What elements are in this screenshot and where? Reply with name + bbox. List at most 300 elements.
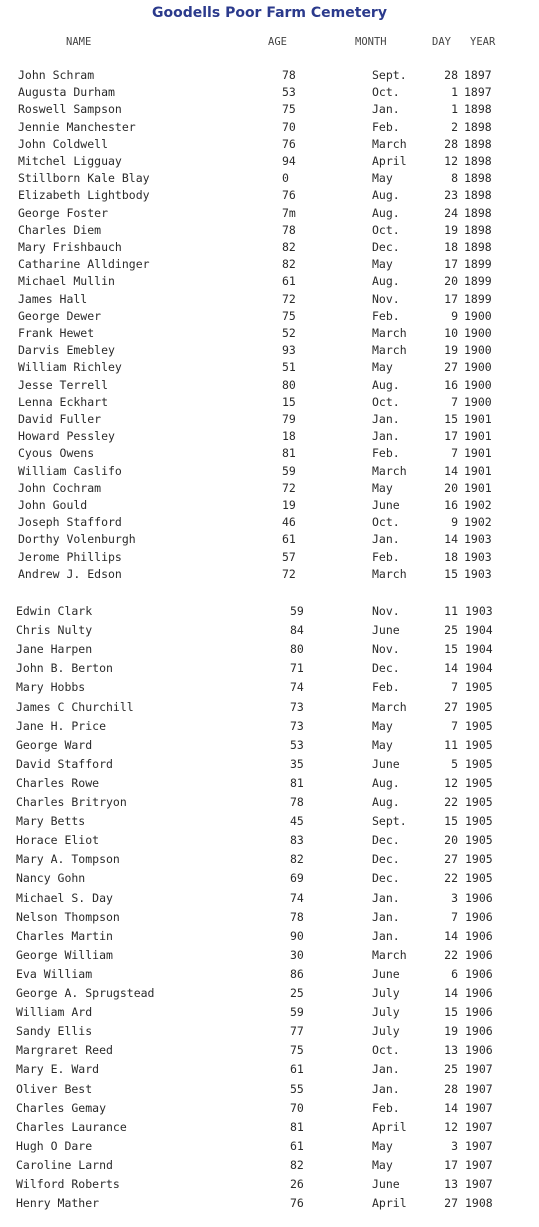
- record-month: Jan.: [372, 1062, 400, 1077]
- record-month: Oct.: [372, 515, 400, 530]
- record-month: Jan.: [372, 532, 400, 547]
- record-month: Oct.: [372, 85, 400, 100]
- record-month: Nov.: [372, 642, 400, 657]
- record-day: 17: [444, 429, 458, 444]
- record-name: John Cochram: [18, 480, 102, 495]
- record-name: Mary Hobbs: [16, 680, 86, 695]
- record-age: 0: [282, 171, 289, 186]
- record-month: Aug.: [372, 205, 400, 220]
- record-name: Nancy Gohn: [16, 871, 86, 886]
- record-year: 1904: [465, 623, 493, 638]
- record-month: Feb.: [372, 680, 400, 695]
- record-day: 28: [444, 136, 458, 151]
- table-row: [0, 326, 539, 344]
- record-name: Jesse Terrell: [18, 377, 109, 392]
- record-name: Jane H. Price: [16, 718, 107, 733]
- record-name: George A. Sprugstead: [16, 986, 155, 1000]
- record-day: 14: [444, 463, 458, 478]
- table-row: [0, 360, 539, 378]
- record-day: 20: [444, 274, 458, 289]
- table-row: [0, 871, 539, 889]
- record-age: 61: [290, 1062, 304, 1077]
- record-year: 1901: [464, 446, 492, 461]
- record-age: 61: [282, 274, 296, 289]
- record-month: May: [372, 718, 393, 733]
- record-age: 25: [290, 986, 304, 1000]
- record-name: Jane Harpen: [16, 642, 93, 657]
- record-year: 1901: [464, 463, 492, 478]
- record-month: June: [372, 966, 400, 981]
- record-month: May: [372, 1138, 393, 1153]
- record-name: Dorthy Volenburgh: [18, 532, 136, 547]
- record-name: Mary A. Tompson: [16, 852, 120, 867]
- record-year: 1905: [465, 833, 493, 848]
- table-row: [0, 661, 539, 679]
- record-month: April: [372, 154, 407, 168]
- record-month: Sept.: [372, 814, 407, 829]
- record-year: 1906: [465, 928, 493, 943]
- record-age: 55: [290, 1081, 304, 1096]
- record-age: 81: [282, 446, 296, 461]
- record-day: 20: [444, 480, 458, 495]
- record-year: 1902: [464, 498, 492, 512]
- record-name: David Stafford: [16, 756, 113, 771]
- record-day: 1: [451, 85, 458, 100]
- record-day: 27: [444, 852, 458, 867]
- record-year: 1905: [465, 756, 493, 771]
- record-month: May: [372, 737, 393, 752]
- table-row: [0, 1158, 539, 1176]
- record-age: 75: [282, 308, 296, 323]
- record-name: Charles Britryon: [16, 795, 127, 809]
- record-month: May: [372, 480, 393, 495]
- table-row: [0, 343, 539, 361]
- table-row: [0, 395, 539, 413]
- record-name: Michael S. Day: [16, 890, 113, 905]
- record-day: 20: [444, 833, 458, 848]
- record-day: 23: [444, 188, 458, 203]
- table-row: [0, 550, 539, 568]
- table-row: [0, 257, 539, 275]
- table-row: [0, 680, 539, 698]
- record-year: 1906: [465, 986, 493, 1000]
- record-year: 1906: [465, 1005, 493, 1020]
- record-day: 11: [444, 737, 458, 752]
- record-year: 1906: [465, 966, 493, 981]
- record-age: 61: [282, 532, 296, 547]
- record-year: 1904: [465, 661, 493, 676]
- record-name: John Coldwell: [18, 136, 109, 151]
- record-day: 11: [444, 604, 458, 618]
- record-year: 1898: [464, 102, 492, 117]
- record-month: June: [372, 623, 400, 638]
- record-day: 24: [444, 205, 458, 220]
- record-month: Feb.: [372, 119, 400, 134]
- record-year: 1905: [465, 699, 493, 714]
- record-age: 72: [282, 566, 296, 581]
- table-row: [0, 464, 539, 482]
- record-age: 69: [290, 871, 304, 886]
- record-day: 17: [444, 1157, 458, 1172]
- record-month: March: [372, 947, 407, 962]
- record-month: Aug.: [372, 188, 400, 203]
- record-day: 16: [444, 377, 458, 392]
- table-row: [0, 814, 539, 832]
- table-row: [0, 1024, 539, 1042]
- record-year: 1907: [465, 1100, 493, 1115]
- table-row: [0, 240, 539, 258]
- record-month: April: [372, 1119, 407, 1134]
- record-age: 45: [290, 814, 304, 829]
- record-month: May: [372, 360, 393, 375]
- record-year: 1903: [464, 566, 492, 581]
- record-year: 1903: [464, 532, 492, 547]
- record-day: 28: [444, 1081, 458, 1096]
- record-age: 82: [282, 257, 296, 272]
- record-name: Caroline Larnd: [16, 1157, 113, 1172]
- record-age: 70: [282, 119, 296, 134]
- record-month: Nov.: [372, 604, 400, 618]
- record-year: 1906: [465, 1024, 493, 1039]
- record-age: 74: [290, 890, 304, 905]
- record-age: 72: [282, 291, 296, 306]
- record-day: 22: [444, 795, 458, 809]
- record-year: 1899: [464, 291, 492, 306]
- record-age: 73: [290, 699, 304, 714]
- record-month: June: [372, 498, 400, 512]
- table-row: [0, 1196, 539, 1214]
- record-year: 1907: [465, 1119, 493, 1134]
- record-year: 1902: [464, 515, 492, 530]
- record-year: 1898: [464, 222, 492, 237]
- record-age: 79: [282, 412, 296, 426]
- record-month: Jan.: [372, 909, 400, 924]
- table-row: [0, 1177, 539, 1195]
- record-age: 59: [290, 1005, 304, 1020]
- record-name: Cyous Owens: [18, 446, 95, 461]
- record-age: 72: [282, 480, 296, 495]
- record-age: 77: [290, 1024, 304, 1039]
- record-month: May: [372, 1157, 393, 1172]
- record-name: Oliver Best: [16, 1081, 93, 1096]
- record-day: 22: [444, 947, 458, 962]
- record-name: Margraret Reed: [16, 1043, 113, 1058]
- table-row: [0, 1139, 539, 1157]
- record-day: 18: [444, 549, 458, 564]
- record-month: Nov.: [372, 291, 400, 306]
- record-day: 12: [444, 775, 458, 790]
- record-age: 83: [290, 833, 304, 848]
- record-age: 94: [282, 154, 296, 168]
- record-name: Jennie Manchester: [18, 119, 136, 134]
- record-age: 76: [282, 188, 296, 203]
- record-name: Mary E. Ward: [16, 1062, 100, 1077]
- table-row: [0, 1062, 539, 1080]
- record-day: 1: [451, 102, 458, 117]
- record-month: Feb.: [372, 308, 400, 323]
- table-row: [0, 137, 539, 155]
- table-row: [0, 223, 539, 241]
- record-year: 1900: [464, 308, 492, 323]
- record-day: 7: [451, 909, 458, 924]
- record-month: March: [372, 136, 407, 151]
- record-name: William Ard: [16, 1005, 93, 1020]
- table-row: [0, 378, 539, 396]
- record-name: Lenna Eckhart: [18, 394, 109, 409]
- record-month: July: [372, 986, 400, 1000]
- table-row: [0, 1005, 539, 1023]
- table-row: [0, 292, 539, 310]
- record-year: 1906: [465, 890, 493, 905]
- table-row: [0, 515, 539, 533]
- record-day: 25: [444, 623, 458, 638]
- record-day: 9: [451, 308, 458, 323]
- record-month: Feb.: [372, 549, 400, 564]
- record-day: 17: [444, 257, 458, 272]
- record-month: March: [372, 326, 407, 340]
- record-day: 6: [451, 966, 458, 981]
- record-year: 1904: [465, 642, 493, 657]
- table-row: [0, 1120, 539, 1138]
- table-row: [0, 623, 539, 641]
- header-day: DAY: [432, 36, 451, 48]
- record-age: 80: [282, 377, 296, 392]
- table-row: [0, 188, 539, 206]
- record-name: Mitchel Ligguay: [18, 154, 122, 168]
- record-name: Charles Gemay: [16, 1100, 107, 1115]
- record-day: 3: [451, 1138, 458, 1153]
- record-month: Dec.: [372, 240, 400, 254]
- record-name: William Richley: [18, 360, 122, 375]
- record-name: David Fuller: [18, 412, 102, 426]
- record-month: March: [372, 699, 407, 714]
- record-day: 25: [444, 1062, 458, 1077]
- record-month: Sept.: [372, 68, 407, 82]
- record-name: Stillborn Kale Blay: [18, 171, 150, 186]
- record-age: 46: [282, 515, 296, 530]
- record-name: Andrew J. Edson: [18, 566, 122, 581]
- record-year: 1905: [465, 814, 493, 829]
- record-age: 71: [290, 661, 304, 676]
- record-age: 59: [290, 604, 304, 618]
- record-year: 1901: [464, 412, 492, 426]
- record-year: 1907: [465, 1138, 493, 1153]
- record-month: June: [372, 1177, 400, 1191]
- record-age: 78: [290, 909, 304, 924]
- record-day: 28: [444, 68, 458, 82]
- table-row: [0, 429, 539, 447]
- record-day: 2: [451, 119, 458, 134]
- record-month: Aug.: [372, 377, 400, 392]
- table-row: [0, 446, 539, 464]
- table-row: [0, 481, 539, 499]
- record-month: March: [372, 463, 407, 478]
- record-day: 27: [444, 699, 458, 714]
- record-name: Charles Rowe: [16, 775, 100, 790]
- record-month: Dec.: [372, 661, 400, 676]
- record-age: 82: [282, 240, 296, 254]
- record-age: 93: [282, 343, 296, 358]
- record-name: Sandy Ellis: [16, 1024, 93, 1039]
- table-row: [0, 102, 539, 120]
- record-year: 1898: [464, 154, 492, 168]
- record-day: 27: [444, 360, 458, 375]
- table-row: [0, 85, 539, 103]
- table-row: [0, 171, 539, 189]
- table-row: [0, 795, 539, 813]
- record-day: 7: [451, 394, 458, 409]
- record-month: Jan.: [372, 1081, 400, 1096]
- record-age: 84: [290, 623, 304, 638]
- record-year: 1901: [464, 480, 492, 495]
- record-name: Elizabeth Lightbody: [18, 188, 150, 203]
- record-age: 86: [290, 966, 304, 981]
- record-month: April: [372, 1196, 407, 1211]
- record-month: July: [372, 1024, 400, 1039]
- record-year: 1903: [465, 604, 493, 618]
- record-year: 1899: [464, 257, 492, 272]
- record-day: 14: [444, 928, 458, 943]
- record-age: 7m: [282, 205, 296, 220]
- record-name: John Schram: [18, 68, 95, 82]
- record-year: 1901: [464, 429, 492, 444]
- record-year: 1897: [464, 68, 492, 82]
- record-year: 1900: [464, 326, 492, 340]
- record-name: Edwin Clark: [16, 604, 93, 618]
- record-month: Aug.: [372, 795, 400, 809]
- record-name: Michael Mullin: [18, 274, 115, 289]
- record-month: Aug.: [372, 274, 400, 289]
- record-name: William Caslifo: [18, 463, 122, 478]
- record-year: 1905: [465, 718, 493, 733]
- record-year: 1900: [464, 377, 492, 392]
- record-year: 1906: [465, 1043, 493, 1058]
- record-year: 1906: [465, 947, 493, 962]
- record-name: Charles Diem: [18, 222, 102, 237]
- record-age: 75: [290, 1043, 304, 1058]
- record-name: Mary Betts: [16, 814, 86, 829]
- record-age: 78: [282, 68, 296, 82]
- record-year: 1900: [464, 360, 492, 375]
- record-name: Horace Eliot: [16, 833, 100, 848]
- record-day: 27: [444, 1196, 458, 1211]
- table-row: [0, 948, 539, 966]
- record-name: Chris Nulty: [16, 623, 93, 638]
- record-day: 15: [444, 1005, 458, 1020]
- record-month: Aug.: [372, 775, 400, 790]
- record-day: 7: [451, 446, 458, 461]
- record-day: 15: [444, 642, 458, 657]
- record-name: James C Churchill: [16, 699, 134, 714]
- table-row: [0, 309, 539, 327]
- record-name: Henry Mather: [16, 1196, 100, 1211]
- record-age: 74: [290, 680, 304, 695]
- record-age: 76: [290, 1196, 304, 1211]
- record-name: George Ward: [16, 737, 93, 752]
- record-month: Jan.: [372, 412, 400, 426]
- record-age: 35: [290, 756, 304, 771]
- record-day: 7: [451, 680, 458, 695]
- record-month: Dec.: [372, 852, 400, 867]
- record-age: 73: [290, 718, 304, 733]
- record-year: 1897: [464, 85, 492, 100]
- table-row: [0, 719, 539, 737]
- record-day: 22: [444, 871, 458, 886]
- table-row: [0, 154, 539, 172]
- table-row: [0, 120, 539, 138]
- table-row: [0, 412, 539, 430]
- record-day: 3: [451, 890, 458, 905]
- record-age: 90: [290, 928, 304, 943]
- record-age: 82: [290, 852, 304, 867]
- record-year: 1905: [465, 795, 493, 809]
- record-month: Feb.: [372, 446, 400, 461]
- record-day: 8: [451, 171, 458, 186]
- record-age: 82: [290, 1157, 304, 1172]
- record-year: 1898: [464, 188, 492, 203]
- record-year: 1903: [464, 549, 492, 564]
- record-day: 16: [444, 498, 458, 512]
- table-row: [0, 776, 539, 794]
- record-name: Eva William: [16, 966, 93, 981]
- record-name: George William: [16, 947, 113, 962]
- record-age: 81: [290, 1119, 304, 1134]
- table-row: [0, 1082, 539, 1100]
- record-age: 78: [290, 795, 304, 809]
- record-month: March: [372, 343, 407, 358]
- record-day: 15: [444, 814, 458, 829]
- record-day: 19: [444, 1024, 458, 1039]
- record-month: Oct.: [372, 222, 400, 237]
- table-row: [0, 206, 539, 224]
- record-year: 1900: [464, 394, 492, 409]
- record-day: 14: [444, 986, 458, 1000]
- header-month: MONTH: [355, 36, 387, 48]
- record-name: Howard Pessley: [18, 429, 115, 444]
- record-month: May: [372, 171, 393, 186]
- record-day: 12: [444, 1119, 458, 1134]
- record-age: 76: [282, 136, 296, 151]
- record-year: 1905: [465, 871, 493, 886]
- record-month: Jan.: [372, 429, 400, 444]
- record-year: 1905: [465, 852, 493, 867]
- record-name: Nelson Thompson: [16, 909, 120, 924]
- record-year: 1905: [465, 775, 493, 790]
- page-title: Goodells Poor Farm Cemetery: [152, 5, 387, 21]
- table-row: [0, 532, 539, 550]
- table-row: [0, 700, 539, 718]
- record-age: 53: [282, 85, 296, 100]
- record-day: 10: [444, 326, 458, 340]
- record-age: 51: [282, 360, 296, 375]
- record-day: 13: [444, 1043, 458, 1058]
- record-day: 19: [444, 343, 458, 358]
- record-name: James Hall: [18, 291, 88, 306]
- record-year: 1905: [465, 680, 493, 695]
- record-age: 57: [282, 549, 296, 564]
- record-month: July: [372, 1005, 400, 1020]
- record-year: 1907: [465, 1081, 493, 1096]
- record-month: June: [372, 756, 400, 771]
- table-row: [0, 967, 539, 985]
- record-year: 1907: [465, 1157, 493, 1172]
- record-age: 70: [290, 1100, 304, 1115]
- record-year: 1898: [464, 205, 492, 220]
- record-year: 1899: [464, 274, 492, 289]
- record-day: 7: [451, 718, 458, 733]
- record-day: 15: [444, 566, 458, 581]
- record-year: 1898: [464, 136, 492, 151]
